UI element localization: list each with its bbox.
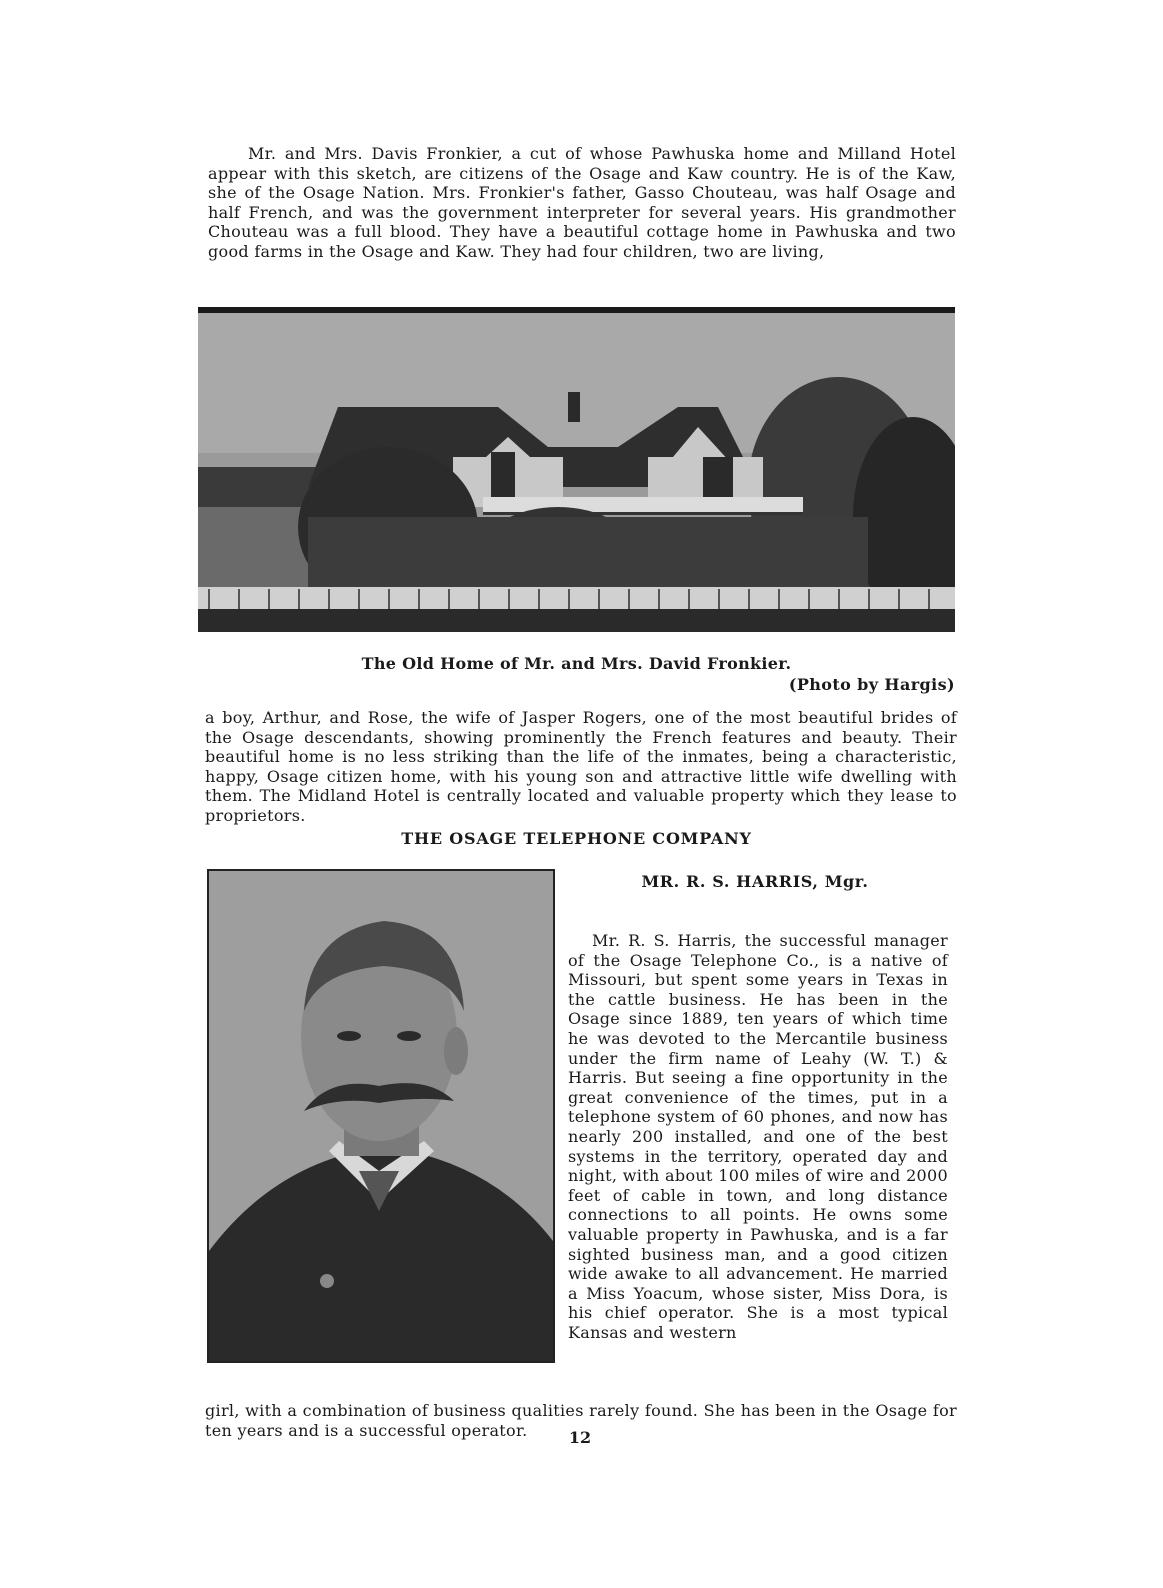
house-photo-credit: (Photo by Hargis) — [788, 675, 955, 694]
portrait-photo — [207, 869, 555, 1363]
section-heading: THE OSAGE TELEPHONE COMPANY — [401, 829, 752, 848]
section-subheading: MR. R. S. HARRIS, Mgr. — [641, 872, 869, 891]
intro-paragraph: Mr. and Mrs. Davis Fronkier, a cut of whose Pawhuska home and Milland Hotel appear with this sketch, are citizens of the Osage and Kaw country. He is of the Kaw, she of the Osage Nation. Mrs. Fronkier's father, Gasso Chouteau, was half Osage and half French, and was the government interpreter for several years. His grandmother Chouteau was a full blood. They have a beautiful cottage home in Pawhuska and two good farms in the Osage and Kaw. They had four children, two are living, — [208, 144, 956, 261]
house-photo — [198, 307, 955, 632]
harris-tail-text: girl, with a combination of business qualities rarely found. She has been in the Osage for ten years and is a successful operator. — [205, 1401, 957, 1440]
harris-column-text: Mr. R. S. Harris, the successful manager of the Osage Telephone Co., is a native of Missouri, but spent some years in Texas in the cattle business. He has been in the Osage since 1889, ten years of which time he was devoted to the Mercantile business under the firm name of Leahy (W. T.) & Harris. But seeing a fine opportunity in the great convenience of the times, put in a telephone system of 60 phones, and now has nearly 200 installed, and one of the best systems in the territory, operated day and night, with about 100 miles of wire and 2000 feet of cable in town, and long distance connections to all points. He owns some valuable property in Pawhuska, and is a far sighted business man, and a good citizen wide awake to all advancement. He married a Miss Yoacum, whose sister, Miss Dora, is his chief operator. She is a most typical Kansas and western — [568, 931, 948, 1342]
house-photo-caption: The Old Home of Mr. and Mrs. David Fronkier. — [361, 654, 792, 673]
page-number: 12 — [568, 1428, 592, 1447]
continued-paragraph: a boy, Arthur, and Rose, the wife of Jasper Rogers, one of the most beautiful brides of the Osage descendants, showing prominently the French features and beauty. Their beautiful home is no less striking than the life of the inmates, being a characteristic, happy, Osage citizen home, with his young son and attractive little wife dwelling with them. The Midland Hotel is centrally located and valuable property which they lease to proprietors. — [205, 708, 957, 825]
